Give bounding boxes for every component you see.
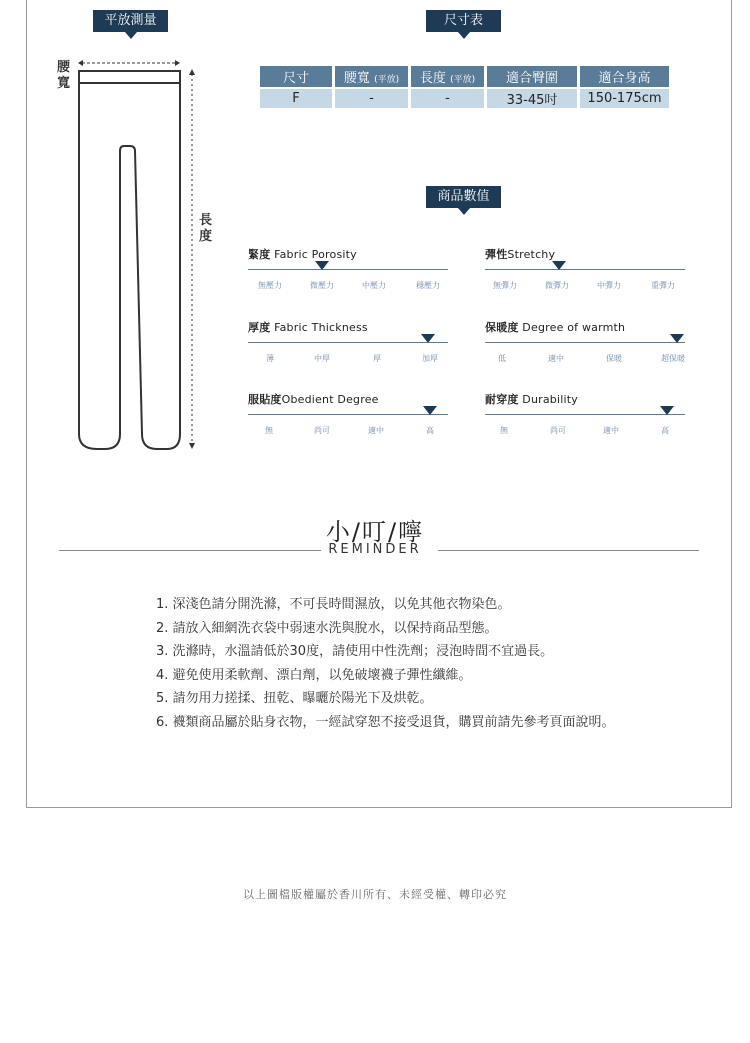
list-item: 3. 洗滌時，水溫請低於30度，請使用中性洗劑；浸泡時間不宜過長。: [156, 644, 554, 659]
scale-label: 無彈力: [493, 281, 517, 290]
scale-label: 中厚: [314, 354, 330, 363]
reminder-subtitle: REMINDER: [328, 542, 422, 557]
list-item: 2. 請放入細網洗衣袋中弱速水洗與脫水，以保持商品型態。: [156, 620, 498, 636]
table-cell: 33-45吋: [487, 89, 577, 108]
scale-line: [485, 269, 685, 270]
scale-line: [485, 414, 685, 415]
scale-title: 彈性Stretchy: [485, 248, 556, 261]
scale-title: 厚度 Fabric Thickness: [248, 321, 368, 334]
waist-header: 腰寬 (平放): [335, 66, 408, 87]
list-item: 1. 深淺色請分開洗滌，不可長時間濕放，以免其他衣物染色。: [156, 597, 511, 612]
table-cell: -: [411, 89, 484, 108]
scale-label: 適中: [368, 426, 384, 435]
scale-porosity: [248, 246, 448, 290]
reminder-list: [156, 593, 615, 734]
scale-label: 穩壓力: [416, 281, 440, 290]
scale-thickness: [248, 319, 448, 363]
table-cell: 150-175cm: [580, 89, 669, 108]
scale-label: 適中: [603, 426, 619, 435]
tights-diagram: [72, 56, 212, 456]
scale-obedient: [248, 391, 448, 435]
scale-marker: [670, 334, 684, 343]
copyright-footer: 以上圖檔版權屬於香川所有、未經受權、轉印必究: [243, 888, 507, 901]
height-header: 適合身高: [580, 66, 669, 87]
scale-label: 高: [661, 426, 669, 435]
scale-label: 尚可: [314, 426, 330, 435]
scale-marker: [421, 334, 435, 343]
scale-label: 中彈力: [597, 281, 621, 290]
reminder-title: 小/叮/嚀: [325, 518, 425, 546]
scale-title: 保暖度 Degree of warmth: [485, 321, 626, 334]
scale-label: 重彈力: [651, 281, 675, 290]
scale-title: 服貼度Obedient Degree: [248, 393, 379, 406]
scale-label: 無壓力: [258, 281, 282, 290]
table-row: [260, 89, 669, 108]
scale-line: [248, 342, 448, 343]
scale-marker: [552, 261, 566, 270]
size-table: [257, 64, 672, 110]
scale-title: 耐穿度 Durability: [485, 393, 578, 406]
scale-label: 保暖: [606, 354, 622, 363]
scale-label: 高: [426, 426, 434, 435]
scale-line: [248, 414, 448, 415]
scale-marker: [423, 406, 437, 415]
scale-durability: [485, 391, 685, 435]
scale-label: 適中: [548, 354, 564, 363]
scale-label: 無: [265, 426, 273, 435]
hip-header: 適合臀圍: [487, 66, 577, 87]
flat-measure-tag: 平放測量: [93, 10, 168, 32]
scale-label: 中壓力: [362, 281, 386, 290]
scale-label: 薄: [266, 354, 274, 363]
scale-label: 微彈力: [545, 281, 569, 290]
scale-marker: [315, 261, 329, 270]
scale-label: 加厚: [422, 354, 438, 363]
length-label: 長度: [199, 213, 213, 244]
length-header: 長度 (平放): [411, 66, 484, 87]
scale-line: [485, 342, 685, 343]
scale-label: 無: [500, 426, 508, 435]
list-item: 6. 襪類商品屬於貼身衣物，一經試穿恕不接受退貨，購買前請先參考頁面說明。: [156, 714, 615, 730]
scale-label: 超保暖: [661, 354, 685, 363]
scale-line: [248, 269, 448, 270]
size-header: 尺寸: [260, 66, 332, 87]
scale-label: 微壓力: [310, 281, 334, 290]
scale-label: 低: [498, 354, 506, 363]
scale-warmth: [485, 319, 685, 363]
table-cell: F: [260, 89, 332, 108]
list-item: 5. 請勿用力搓揉、扭乾、曝曬於陽光下及烘乾。: [156, 691, 433, 706]
scale-label: 厚: [373, 354, 381, 363]
table-cell: -: [335, 89, 408, 108]
scale-label: 尚可: [550, 426, 566, 435]
product-values-tag: 商品數值: [426, 186, 501, 208]
list-item: 4. 避免使用柔軟劑、漂白劑，以免破壞襪子彈性纖維。: [156, 667, 472, 683]
waist-label: 腰寬: [57, 60, 71, 91]
scale-marker: [660, 406, 674, 415]
scale-title: 緊度 Fabric Porosity: [248, 248, 357, 261]
size-chart-tag: 尺寸表: [426, 10, 501, 32]
scale-stretchy: [485, 246, 685, 290]
